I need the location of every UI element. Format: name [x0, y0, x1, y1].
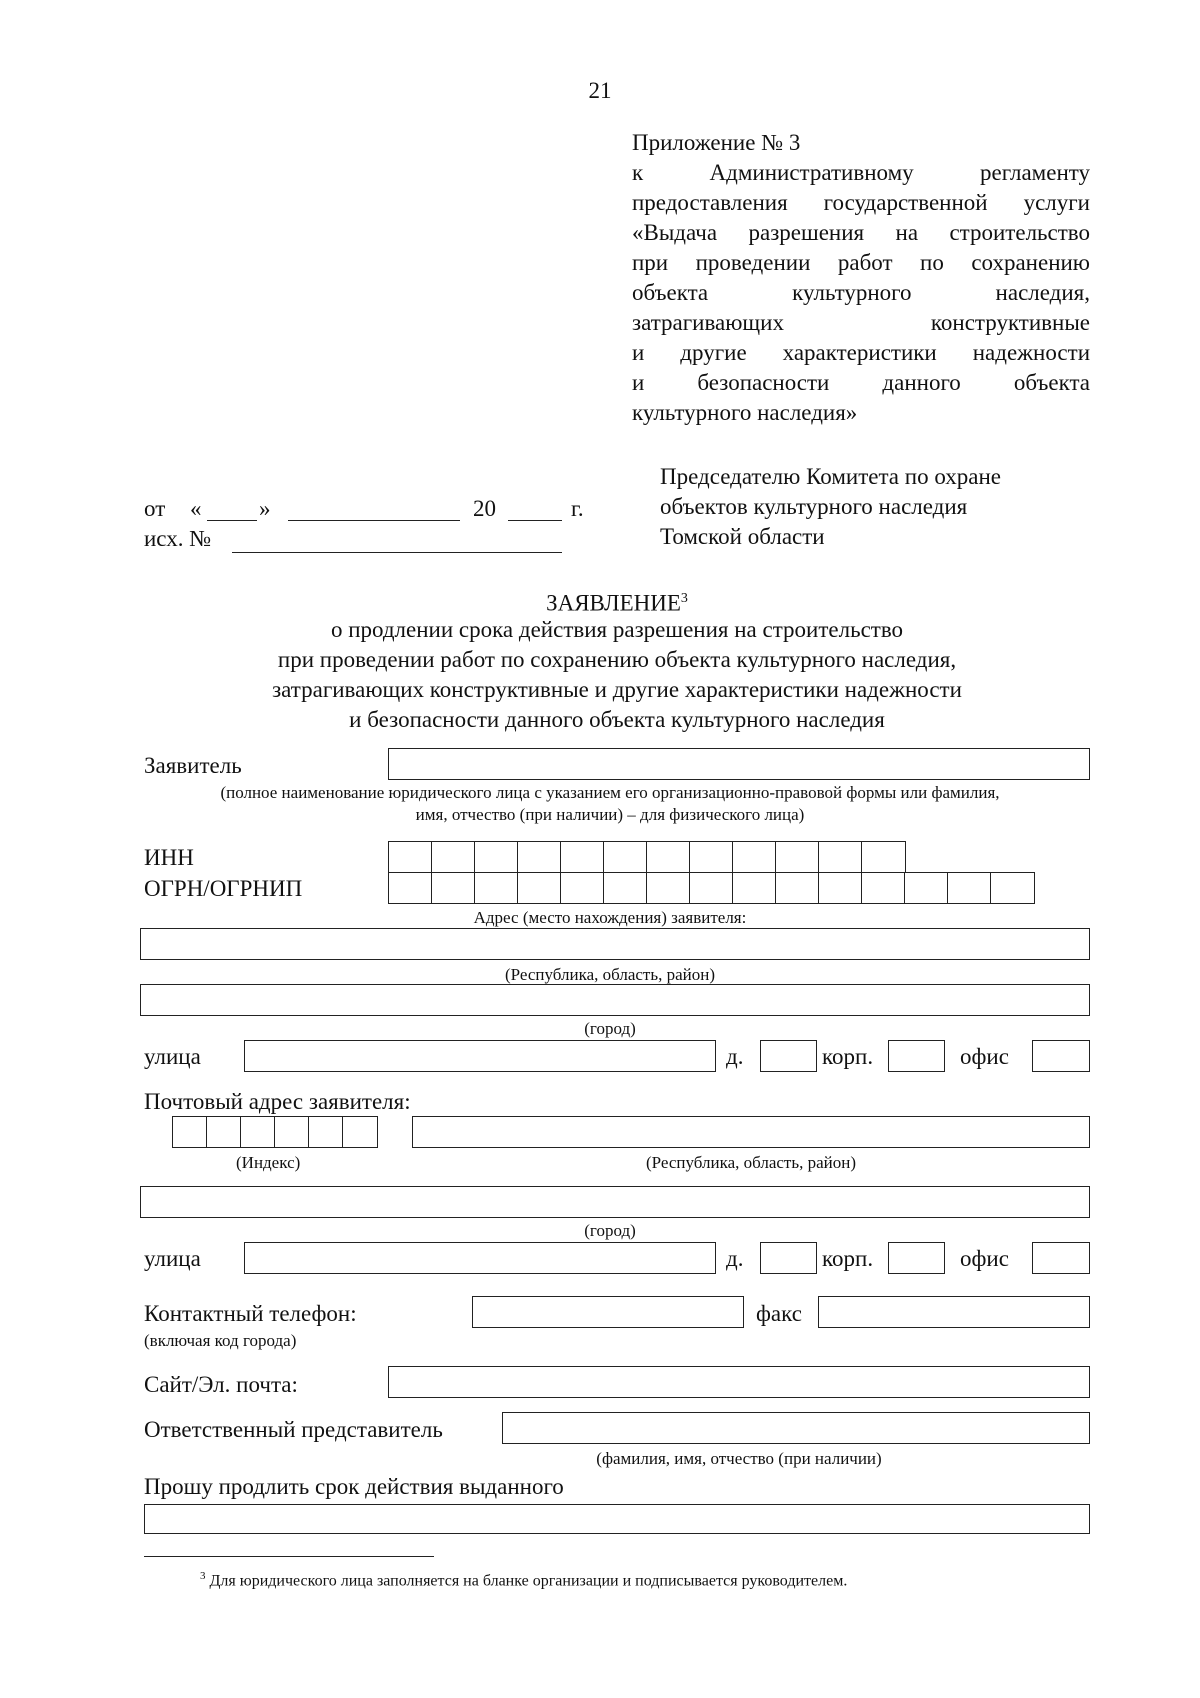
inn-cell[interactable]: [861, 841, 906, 873]
year-prefix: 20: [473, 496, 496, 521]
postal-city-caption: (город): [584, 1221, 636, 1240]
ogrn-cell[interactable]: [775, 872, 820, 904]
postal-building-label: корп.: [822, 1246, 874, 1271]
addressee-block: [660, 462, 1001, 552]
postal-building-input[interactable]: [888, 1242, 945, 1274]
appendix-line: объекта культурного наследия,: [632, 280, 1090, 305]
postal-region-input[interactable]: [412, 1116, 1090, 1148]
ogrn-cell[interactable]: [904, 872, 949, 904]
postal-house-label: д.: [726, 1246, 744, 1271]
appendix-line: затрагивающих конструктивные: [632, 310, 1090, 335]
street-label: улица: [144, 1044, 201, 1069]
day-blank[interactable]: [207, 520, 257, 521]
date-close-quote: »: [259, 496, 271, 521]
applicant-hint-1: (полное наименование юридического лица с указанием его организационно-правовой формы или фамилия,: [220, 783, 1000, 802]
inn-cell[interactable]: [818, 841, 863, 873]
appendix-line: культурного наследия»: [632, 400, 858, 425]
footnote-separator: [144, 1556, 434, 1557]
house-input[interactable]: [760, 1040, 817, 1072]
site-email-input[interactable]: [388, 1366, 1090, 1398]
postal-index-caption: (Индекс): [236, 1153, 301, 1172]
building-label: корп.: [822, 1044, 874, 1069]
index-cell[interactable]: [240, 1116, 276, 1148]
postal-address-label: Почтовый адрес заявителя:: [144, 1089, 411, 1114]
representative-hint: (фамилия, имя, отчество (при наличии): [596, 1449, 882, 1468]
postal-street-input[interactable]: [244, 1242, 716, 1274]
inn-label: ИНН: [144, 845, 194, 870]
index-cell[interactable]: [308, 1116, 344, 1148]
inn-cell[interactable]: [560, 841, 605, 873]
request-input[interactable]: [144, 1504, 1090, 1534]
subtitle-line: и безопасности данного объекта культурного наследия: [349, 707, 885, 732]
office-input[interactable]: [1032, 1040, 1090, 1072]
postal-office-label: офис: [960, 1246, 1009, 1271]
inn-cells[interactable]: [388, 841, 904, 873]
inn-cell[interactable]: [775, 841, 820, 873]
ogrn-cell[interactable]: [388, 872, 433, 904]
year-suffix: г.: [571, 496, 584, 521]
house-label: д.: [726, 1044, 744, 1069]
inn-cell[interactable]: [689, 841, 734, 873]
phone-hint: (включая код города): [144, 1331, 297, 1350]
title-footnote-mark: 3: [680, 591, 688, 606]
appendix-line: к Административному регламенту: [632, 160, 1090, 185]
site-email-label: Сайт/Эл. почта:: [144, 1372, 298, 1397]
ogrn-cell[interactable]: [431, 872, 476, 904]
outgoing-number-blank[interactable]: [232, 552, 562, 553]
page-number: 21: [588, 78, 612, 103]
applicant-hint-2: имя, отчество (при наличии) – для физического лица): [415, 805, 805, 824]
index-cell[interactable]: [206, 1116, 242, 1148]
inn-cell[interactable]: [646, 841, 691, 873]
inn-cell[interactable]: [431, 841, 476, 873]
address-city-caption: (город): [584, 1019, 636, 1038]
date-open-quote: «: [190, 496, 202, 521]
postal-index-cells[interactable]: [172, 1116, 376, 1148]
representative-input[interactable]: [502, 1412, 1090, 1444]
month-blank[interactable]: [288, 520, 460, 521]
fax-input[interactable]: [818, 1296, 1090, 1328]
street-input[interactable]: [244, 1040, 716, 1072]
ogrn-label: ОГРН/ОГРНИП: [144, 876, 303, 901]
appendix-block: [632, 128, 1090, 428]
representative-label: Ответственный представитель: [144, 1417, 443, 1442]
ogrn-cell[interactable]: [990, 872, 1035, 904]
ogrn-cell[interactable]: [603, 872, 648, 904]
footnote-text: Для юридического лица заполняется на бланке организации и подписывается руководителем.: [209, 1572, 848, 1590]
document-title: [0, 584, 1200, 619]
phone-input[interactable]: [472, 1296, 744, 1328]
ogrn-cell[interactable]: [947, 872, 992, 904]
ogrn-cell[interactable]: [517, 872, 562, 904]
subtitle-line: о продлении срока действия разрешения на строительство: [330, 617, 904, 642]
subtitle-line: при проведении работ по сохранению объекта культурного наследия,: [277, 647, 957, 672]
address-region-input[interactable]: [140, 928, 1090, 960]
address-city-input[interactable]: [140, 984, 1090, 1016]
inn-cell[interactable]: [732, 841, 777, 873]
request-label: Прошу продлить срок действия выданного: [144, 1474, 564, 1499]
ogrn-cell[interactable]: [861, 872, 906, 904]
ogrn-cell[interactable]: [646, 872, 691, 904]
appendix-line: предоставления государственной услуги: [632, 190, 1090, 215]
office-label: офис: [960, 1044, 1009, 1069]
ogrn-cell[interactable]: [732, 872, 777, 904]
inn-cell[interactable]: [517, 841, 562, 873]
ogrn-cell[interactable]: [474, 872, 519, 904]
postal-house-input[interactable]: [760, 1242, 817, 1274]
applicant-input[interactable]: [388, 748, 1090, 780]
postal-region-caption: (Республика, область, район): [645, 1153, 857, 1172]
ogrn-cell[interactable]: [818, 872, 863, 904]
inn-cell[interactable]: [388, 841, 433, 873]
fax-label: факс: [756, 1301, 802, 1326]
appendix-line: и другие характеристики надежности: [632, 340, 1090, 365]
appendix-line: «Выдача разрешения на строительство: [632, 220, 1090, 245]
addressee-line: Томской области: [660, 524, 825, 549]
footnote: [200, 1566, 847, 1591]
index-cell[interactable]: [172, 1116, 208, 1148]
address-caption: Адрес (место нахождения) заявителя:: [473, 908, 747, 927]
year-blank[interactable]: [508, 520, 562, 521]
date-from-label: от: [144, 496, 166, 521]
inn-cell[interactable]: [603, 841, 648, 873]
addressee-line: объектов культурного наследия: [660, 494, 968, 519]
index-cell[interactable]: [342, 1116, 378, 1148]
appendix-line: Приложение № 3: [632, 130, 801, 155]
ogrn-cells[interactable]: [388, 872, 1033, 904]
postal-office-input[interactable]: [1032, 1242, 1090, 1274]
applicant-label: Заявитель: [144, 753, 242, 778]
title-heading: ЗАЯВЛЕНИЕ: [546, 590, 681, 616]
subtitle-line: затрагивающих конструктивные и другие характеристики надежности: [272, 677, 962, 702]
ogrn-cell[interactable]: [689, 872, 734, 904]
address-region-caption: (Республика, область, район): [504, 965, 716, 984]
ogrn-cell[interactable]: [560, 872, 605, 904]
footnote-mark: 3: [200, 1570, 206, 1582]
document-subtitle: [0, 615, 1200, 735]
inn-cell[interactable]: [474, 841, 519, 873]
appendix-line: и безопасности данного объекта: [632, 370, 1090, 395]
outgoing-number-label: исх. №: [144, 526, 212, 551]
building-input[interactable]: [888, 1040, 945, 1072]
postal-city-input[interactable]: [140, 1186, 1090, 1218]
index-cell[interactable]: [274, 1116, 310, 1148]
addressee-line: Председателю Комитета по охране: [660, 464, 1001, 489]
postal-street-label: улица: [144, 1246, 201, 1271]
appendix-line: при проведении работ по сохранению: [632, 250, 1090, 275]
phone-label: Контактный телефон:: [144, 1301, 357, 1326]
